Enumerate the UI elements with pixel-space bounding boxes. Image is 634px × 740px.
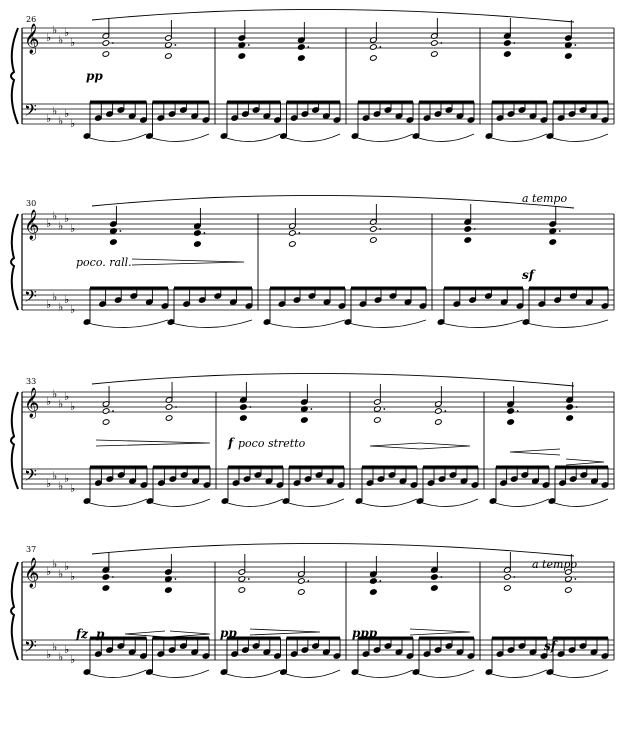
dot [204,232,206,234]
svg-text:♭: ♭ [46,298,52,311]
svg-text:♭: ♭ [70,117,76,130]
note-head [301,417,309,424]
bass-clef-icon: 𝄢 [24,286,37,310]
svg-text:♭: ♭ [52,469,58,483]
note-head [435,419,443,426]
dot [379,228,381,230]
dot [307,46,309,48]
note-head [298,55,306,62]
svg-text:♭: ♭ [64,560,70,573]
note-head [504,51,512,58]
note-head [165,587,173,594]
note-head [165,415,173,422]
diminuendo-hairpin [566,459,604,465]
note-head [431,574,439,581]
slur [438,320,523,328]
slur [147,670,210,678]
note-head [435,408,443,415]
svg-text:♭: ♭ [64,472,70,485]
svg-text:♭: ♭ [58,219,64,233]
brace [11,214,18,310]
note-head [370,237,378,244]
measure-number-30: 30 [26,199,37,208]
slur [413,670,474,678]
dynamic-fz: fz [76,627,88,641]
slur [147,499,210,507]
svg-text:♭: ♭ [64,293,70,306]
svg-text:♭: ♭ [70,570,76,583]
key-signature-flats [46,388,75,414]
note-head [194,230,202,237]
treble-clef-icon: 𝄞 [24,24,40,54]
svg-text:♭: ♭ [64,212,70,225]
treble-clef-icon: 𝄞 [24,388,40,418]
slur [168,320,252,328]
note-head [240,404,248,411]
svg-text:♭: ♭ [46,31,52,44]
slur [283,499,344,507]
svg-text:♭: ♭ [58,300,64,314]
treble-staff [22,562,614,582]
slur [221,134,281,142]
note-head [566,415,574,422]
bass-staff [22,290,614,310]
dot [513,42,515,44]
svg-text:♭: ♭ [46,477,52,490]
diminuendo-hairpin [410,629,470,635]
diminuendo-hairpin [250,629,320,635]
dot [112,576,114,578]
brace [11,562,18,660]
note-head [370,226,378,233]
note-head [370,55,378,62]
measure-number-33: 33 [26,377,37,386]
note-head [289,230,297,237]
svg-text:♭: ♭ [58,397,64,411]
dot [513,576,515,578]
note-head [194,241,202,248]
tempo-marking-a-tempo: a tempo [532,558,578,571]
note-head [374,417,382,424]
note-head [431,51,439,58]
note-head [464,237,472,244]
expression-poco-stretto: poco stretto [238,437,306,450]
dynamic-f: f [228,436,234,450]
note-head [504,574,512,581]
svg-text:♭: ♭ [46,395,52,408]
dot [517,410,519,412]
treble-staff [22,28,614,48]
slur [84,670,147,678]
note-head [507,408,515,415]
svg-text:♭: ♭ [70,400,76,413]
key-signature-flats [46,558,75,584]
note-head [370,589,378,596]
slur [352,670,413,678]
svg-text:♭: ♭ [46,565,52,578]
system-4 [11,543,614,677]
svg-text:♭: ♭ [70,482,76,495]
svg-text:♭: ♭ [64,390,70,403]
note-head [102,40,110,47]
note-head [102,585,110,592]
key-signature-flats [46,470,75,496]
note-head [431,40,439,47]
slur [264,320,345,328]
svg-text:♭: ♭ [58,479,64,493]
bass-clef-icon: 𝄢 [24,100,37,124]
note-head [102,51,110,58]
note-head [504,40,512,47]
note-head [464,226,472,233]
diminuendo-hairpin [170,631,210,637]
svg-text:♭: ♭ [64,107,70,120]
slur [413,134,474,142]
dot [379,46,381,48]
svg-text:♭: ♭ [58,33,64,47]
slur [345,320,426,328]
svg-text:♭: ♭ [70,36,76,49]
phrase-slur [92,543,574,556]
slur [417,499,478,507]
measure-number-37: 37 [26,545,37,554]
diminuendo-hairpin [420,443,470,449]
slur [356,499,417,507]
dynamic-p: p [96,627,105,641]
note-head [298,44,306,51]
note-head [165,53,173,60]
brace [11,28,18,124]
dot [379,580,381,582]
phrase-slur [92,373,574,386]
dot [175,406,177,408]
note-head [566,404,574,411]
dot [440,576,442,578]
svg-text:♭: ♭ [52,290,58,304]
dynamic-ppp: ppp [352,626,378,640]
note-head [289,241,297,248]
slur [486,670,547,678]
tempo-marking-a-tempo: a tempo [522,192,568,205]
slur [281,670,341,678]
diminuendo-hairpin [96,440,210,446]
svg-text:♭: ♭ [58,114,64,128]
slur [547,670,608,678]
svg-text:♭: ♭ [52,640,58,654]
note-head [507,419,515,426]
svg-text:♭: ♭ [52,557,58,571]
slur [84,134,147,142]
dot [576,406,578,408]
dot [383,408,385,410]
note-head [102,419,110,426]
dot [249,406,251,408]
slur [84,499,147,507]
svg-text:♭: ♭ [52,23,58,37]
dot [120,230,122,232]
svg-text:♭: ♭ [64,26,70,39]
dot [248,44,250,46]
brace [11,392,18,489]
note-head [165,404,173,411]
slur [352,134,413,142]
dot [310,408,312,410]
dot [112,42,114,44]
dot [298,232,300,234]
slur [490,499,549,507]
slur [84,320,168,328]
svg-text:♭: ♭ [52,104,58,118]
note-head [240,415,248,422]
note-head [431,585,439,592]
note-head [549,239,557,246]
dynamic-pp: pp [220,626,237,640]
svg-text:♭: ♭ [46,112,52,125]
dot [248,578,250,580]
treble-clef-icon: 𝄞 [24,558,40,588]
svg-text:♭: ♭ [52,387,58,401]
dot [112,410,114,412]
slur [547,134,608,142]
svg-text:♭: ♭ [58,650,64,664]
note-head [504,585,512,592]
dot [174,578,176,580]
note-head [565,587,573,594]
measure-number-26: 26 [26,15,37,24]
slur [221,670,281,678]
dot [474,228,476,230]
note-head [298,578,306,585]
note-head [238,53,246,60]
svg-text:♭: ♭ [46,648,52,661]
dot [574,44,576,46]
crescendo-hairpin [125,631,165,637]
note-head [565,53,573,60]
note-head [298,589,306,596]
slur [523,320,608,328]
treble-clef-icon: 𝄞 [24,210,40,240]
note-head [370,44,378,51]
tempo-marking-poco-rall: poco. rall. [76,256,132,269]
dot [444,410,446,412]
dot [559,230,561,232]
svg-text:♭: ♭ [64,643,70,656]
key-signature-flats [46,210,75,236]
phrase-slur [92,195,574,208]
svg-text:♭: ♭ [70,303,76,316]
bass-clef-icon: 𝄢 [24,636,37,660]
note-head [370,578,378,585]
slur [281,134,341,142]
note-head [102,408,110,415]
svg-text:♭: ♭ [70,222,76,235]
bass-clef-icon: 𝄢 [24,465,37,489]
dot [174,44,176,46]
crescendo-hairpin [510,449,560,455]
svg-text:♭: ♭ [58,567,64,581]
dot [440,42,442,44]
note-head [110,239,118,246]
svg-text:♭: ♭ [70,653,76,666]
dynamic-sf: sf [544,639,556,653]
dot [307,580,309,582]
key-signature-flats [46,105,75,131]
dynamic-pp: pp [86,69,103,83]
slur [486,134,547,142]
dynamic-sf: sf [522,268,534,282]
svg-text:♭: ♭ [52,209,58,223]
svg-text:♭: ♭ [46,217,52,230]
slur [549,499,608,507]
diminuendo-hairpin [132,259,244,265]
treble-staff [22,392,614,412]
phrase-slur [92,9,574,22]
note-head [102,574,110,581]
key-signature-flats [46,24,75,50]
key-signature-flats [46,291,75,317]
note-head [238,587,246,594]
slur [222,499,283,507]
crescendo-hairpin [370,443,420,449]
slur [147,134,210,142]
dot [574,578,576,580]
key-signature-flats [46,641,75,667]
